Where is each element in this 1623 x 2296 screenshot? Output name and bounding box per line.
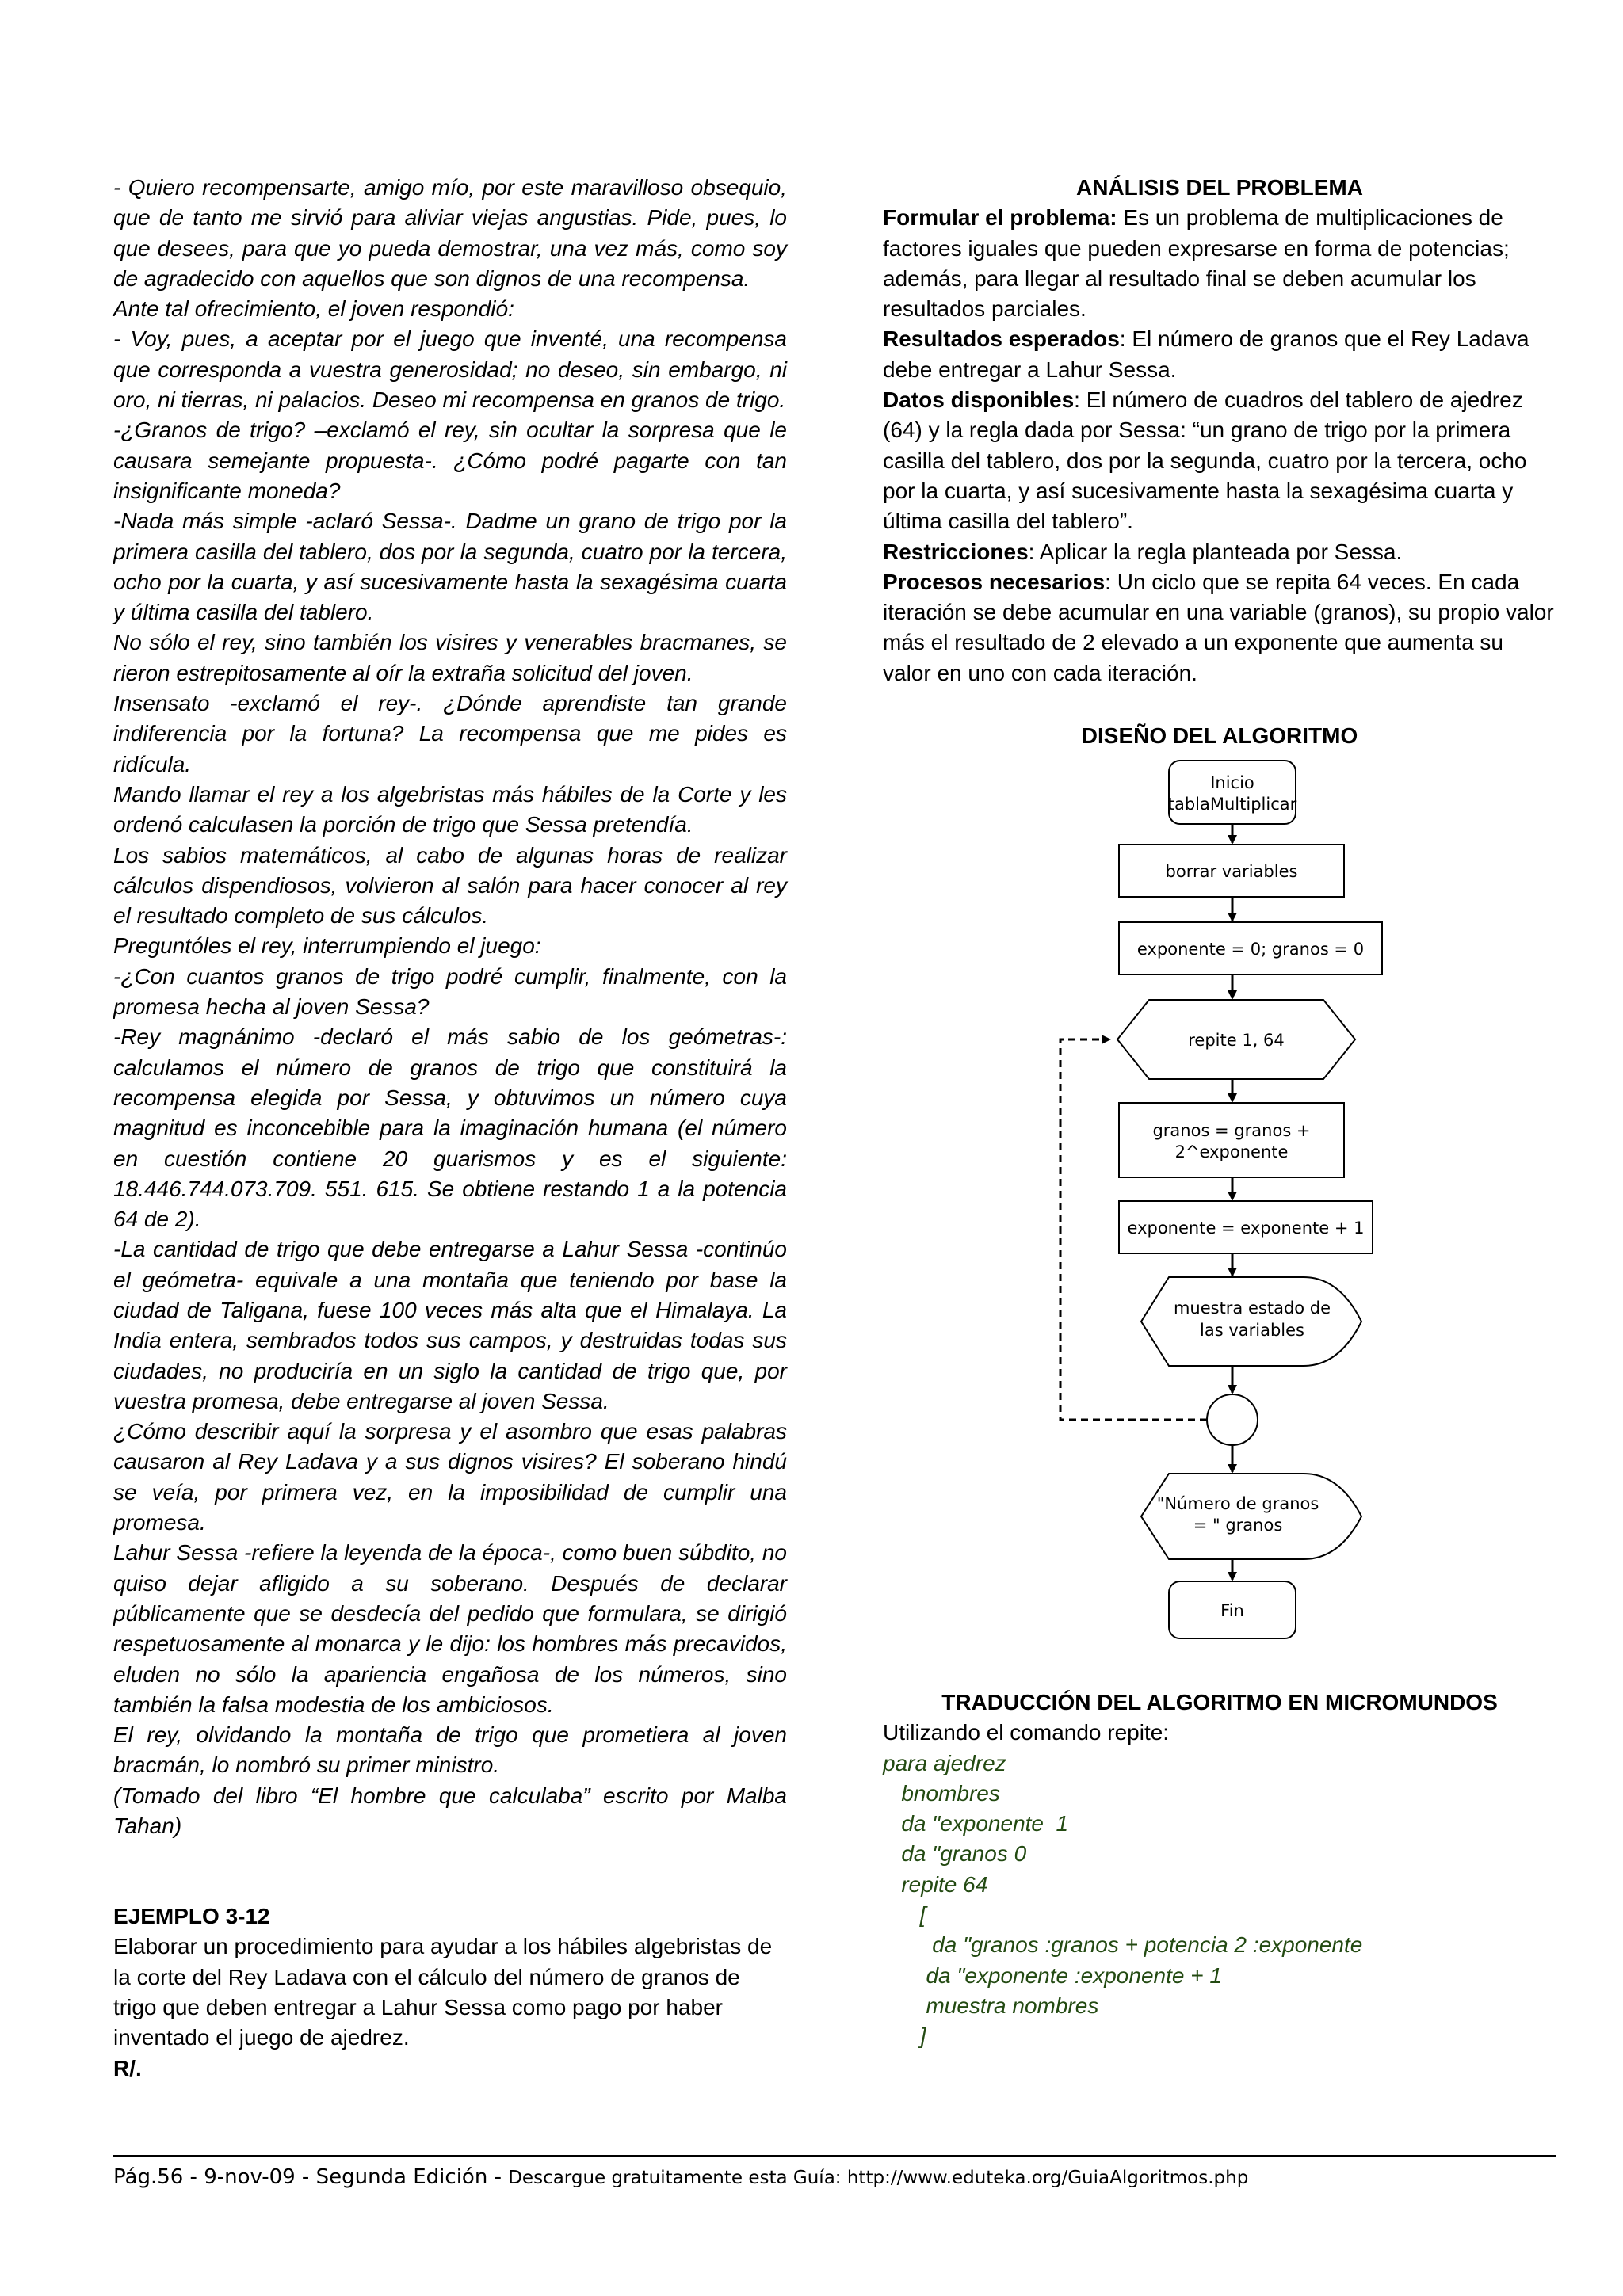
code-line: da "exponente :exponente + 1: [883, 1962, 1222, 1988]
analysis-list: [883, 203, 1556, 688]
story-paragraph: El rey, olvidando la montaña de trigo que prometiera al joven bracmán, lo nombró su primer ministro.: [113, 1722, 787, 1778]
analysis-item: [883, 385, 1556, 536]
process-label: exponente = 0; granos = 0: [1136, 940, 1365, 959]
translation-intro: Utilizando el comando repite:: [883, 1720, 1170, 1745]
process-label: borrar variables: [1165, 862, 1298, 881]
analysis-item: [883, 537, 1556, 567]
code-line: muestra nombres: [883, 1993, 1099, 2018]
story-paragraph: Mando llamar el rey a los algebristas más hábiles de la Corte y les ordenó calculasen la porción de trigo que Sessa pretendía.: [113, 781, 787, 837]
display-label-line1: muestra estado de: [1173, 1299, 1331, 1318]
process-label-line2: 2^exponente: [1174, 1142, 1289, 1161]
analysis-item: [883, 203, 1556, 324]
analysis-text: : Aplicar la regla planteada por Sessa.: [1028, 539, 1403, 564]
story-paragraph: -Nada más simple -aclaró Sessa-. Dadme un grano de trigo por la primera casilla del tablero, dos por la segunda, cuatro por la tercera, ocho por la cuarta, y así sucesivamente hasta la sexagésima cuarta y última casilla del tablero.: [113, 509, 787, 625]
analysis-item: [883, 324, 1556, 385]
story-paragraph: ¿Cómo describir aquí la sorpresa y el asombro que esas palabras causaron al Rey Ladava y a sus dignos visires? El soberano hindú se veía, por primera vez, en la imposibilidad de cumplir una promesa.: [113, 1419, 787, 1535]
end-label: Fin: [1220, 1601, 1244, 1620]
process-label: exponente = exponente + 1: [1127, 1219, 1365, 1238]
story-paragraph: -¿Con cuantos granos de trigo podré cumplir, finalmente, con la promesa hecha al joven Sessa?: [113, 963, 787, 1020]
story-paragraph: -Rey magnánimo -declaró el más sabio de los geómetras-: calculamos el número de granos de trigo que constituirá la recompensa elegida por Sessa, y obtuvimos un número cuya magnitud es inconcebible para la imaginación humana (el número en cuestión contiene 20 guarismos y es el siguiente: 18.446.744.073.709. 551. 615. Se obtiene restando 1 a la potencia 64 de 2).: [113, 1024, 787, 1232]
example-title: EJEMPLO 3-12: [113, 1904, 270, 1929]
story-paragraph: - Quiero recompensarte, amigo mío, por este maravilloso obsequio, que de tanto me sirvió para aliviar viejas angustias. Pide, pues, lo que desees, para que yo pueda demostrar, una vez más, como soy de agradecido con aquellos que son dignos de una recompensa.: [113, 175, 787, 291]
start-terminal: [1169, 761, 1296, 824]
footer-page-info: Pág.56 - 9-nov-09 - Segunda Edición -: [113, 2165, 509, 2189]
answer-label: R/.: [113, 2055, 142, 2081]
analysis-label: Datos disponibles: [883, 387, 1075, 413]
code-line: repite 64: [883, 1871, 988, 1897]
process-label-line1: granos = granos +: [1152, 1121, 1311, 1140]
translation-section: [883, 1688, 1556, 2052]
design-title: DISEÑO DEL ALGORITMO: [1081, 723, 1358, 748]
story-paragraph: No sólo el rey, sino también los visires y venerables bracmanes, se rieron estrepitosamente al oír la extraña solicitud del joven.: [113, 630, 787, 685]
analysis-section: [883, 173, 1556, 688]
analysis-item: [883, 567, 1556, 688]
code-line: bnombres: [883, 1780, 1000, 1806]
example-text: Elaborar un procedimiento para ayudar a los hábiles algebristas de la corte del Rey Ladava con el cálculo del número de granos de trigo que deben entregar a Lahur Sessa como pago por haber inventado el juego de ajedrez.: [113, 1934, 773, 2050]
story-paragraph: -La cantidad de trigo que debe entregarse a Lahur Sessa -continúo el geómetra- equivale a una montaña que teniendo por base la ciudad de Taligana, fuese 100 veces más alta que el Himalaya. La India entera, sembrados todos sus campos, y destruidas todas sus ciudades, no produciría en un siglo la cantidad de trigo que, por vuestra promesa, debe entregarse al joven Sessa.: [113, 1237, 787, 1413]
flowchart: [1030, 753, 1395, 1648]
code-line: da "granos 0: [883, 1841, 1027, 1867]
footer-divider: [113, 2155, 1556, 2157]
story-paragraph: Ante tal ofrecimiento, el joven respondió:: [113, 296, 514, 322]
analysis-label: Formular el problema:: [883, 205, 1117, 231]
analysis-label: Procesos necesarios: [883, 569, 1106, 594]
output-label-line1: "Número de granos: [1156, 1494, 1319, 1513]
loop-label: repite 1, 64: [1188, 1031, 1285, 1050]
start-label-line1: Inicio: [1210, 773, 1254, 792]
start-label-line2: tablaMultiplicar: [1167, 795, 1297, 814]
analysis-title: ANÁLISIS DEL PROBLEMA: [1076, 175, 1363, 200]
analysis-text: : El número de granos que el Rey Ladava debe entregar a Lahur Sessa.: [883, 326, 1529, 382]
analysis-text: : El número de cuadros del tablero de ajedrez (64) y la regla dada por Sessa: “un grano de trigo por la primera casilla del tablero, dos por la segunda, cuatro por la tercera, ocho por la cuarta, y así sucesivamente hasta la sexagésima cuarta y última casilla del tablero”.: [883, 387, 1527, 534]
analysis-text: : Un ciclo que se repita 64 veces. En cada iteración se debe acumular en una variable (granos), su propio valor más el resultado de 2 elevado a un exponente que aumenta su valor en uno con cada iteración.: [883, 569, 1554, 685]
translation-title: TRADUCCIÓN DEL ALGORITMO EN MICROMUNDOS: [941, 1690, 1498, 1714]
code-line: ]: [883, 2023, 926, 2049]
left-column: [113, 173, 787, 2084]
story-paragraph: Insensato -exclamó el rey-. ¿Dónde aprendiste tan grande indiferencia por la fortuna? La recompensa que me pides es ridícula.: [113, 691, 787, 776]
analysis-label: Resultados esperados: [883, 326, 1120, 352]
story-paragraph: Los sabios matemáticos, al cabo de algunas horas de realizar cálculos dispendiosos, volvieron al salón para hacer conocer al rey el resultado completo de sus cálculos.: [113, 842, 787, 929]
code-line: da "granos :granos + potencia 2 :exponente: [883, 1932, 1363, 1958]
story-paragraph: Lahur Sessa -refiere la leyenda de la época-, como buen súbdito, no quiso dejar afligido a su soberano. Después de declarar públicamente que se desdecía del pedido que formulara, se dirigió respetuosamente al monarca y le dijo: los hombres más precavidos, eluden no sólo la apariencia engañosa de los números, sino también la falsa modestia de los ambiciosos.: [113, 1540, 787, 1717]
story-paragraph: (Tomado del libro “El hombre que calculaba” escrito por Malba Tahan): [113, 1783, 787, 1839]
code-line: [: [883, 1902, 926, 1928]
code-line: da "exponente 1: [883, 1811, 1069, 1836]
analysis-label: Restricciones: [883, 539, 1029, 564]
story-paragraph: - Voy, pues, a aceptar por el juego que inventé, una recompensa que corresponda a vuestra generosidad; no deseo, sin embargo, ni oro, ni tierras, ni palacios. Deseo mi recompensa en granos de trigo.: [113, 326, 787, 413]
story-paragraph: Preguntóles el rey, interrumpiendo el juego:: [113, 933, 541, 959]
analysis-text: Es un problema de multiplicaciones de factores iguales que pueden expresarse en forma de potencias; además, para llegar al resultado final se deben acumular los resultados parciales.: [883, 205, 1510, 322]
display-label-line2: las variables: [1200, 1321, 1304, 1340]
footer-download-link[interactable]: Descargue gratuitamente esta Guía: http://www.eduteka.org/GuiaAlgoritmos.php: [508, 2168, 1249, 2188]
page-footer: [113, 2163, 1556, 2192]
process-accumulate: [1119, 1103, 1344, 1177]
loop-connector: [1207, 1394, 1258, 1445]
code-line: para ajedrez: [883, 1750, 1006, 1775]
output-label-line2: = " granos: [1193, 1516, 1283, 1535]
story-paragraph: -¿Granos de trigo? –exclamó el rey, sin ocultar la sorpresa que le causara semejante propuesta-. ¿Cómo podré pagarte con tan insignificante moneda?: [113, 418, 787, 503]
story-text: [113, 173, 787, 1841]
